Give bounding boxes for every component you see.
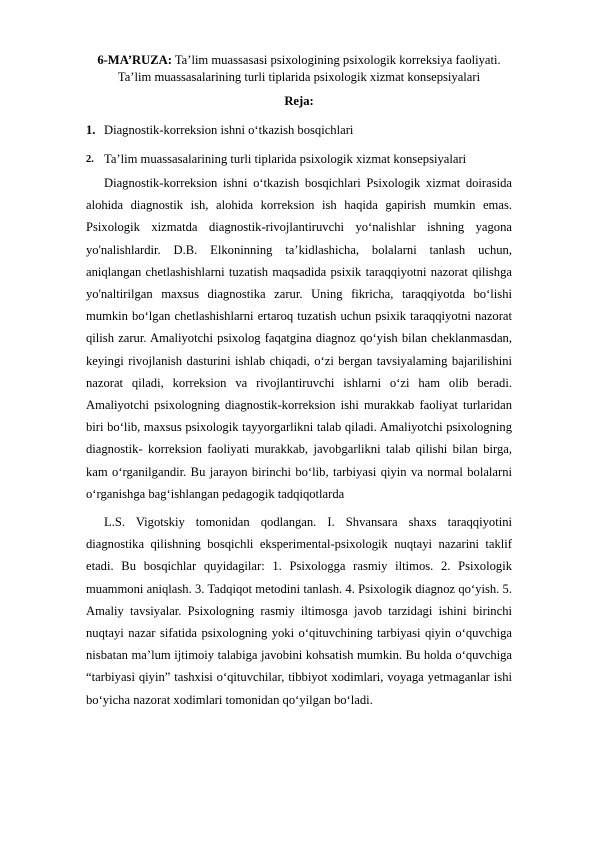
lecture-title [86, 52, 512, 86]
plan-item-number: 1. [86, 123, 96, 137]
body-paragraph: L.S. Vigotskiy tomonidan qodlangan. I. Shvansara shaxs taraqqiyotini diagnostika qilishning bosqichli eksperimental-psixologik nuqtayi nazarini taklif etadi. Bu bosqichlar quyidagilar: 1. Psixologga rasmiy iltimos. 2. Psixologik muammoni aniqlash. 3. Tadqiqot metodini tanlash. 4. Psixologik diagnoz qo‘yish. 5. Amaliy tavsiyalar. Psixologning rasmiy iltimosga javob tarzidagi ishini birinchi nuqtayi nazar sifatida psixologning yoki o‘qituvchining tarbiyasi qiyin o‘quvchiga nisbatan ma’lum ijtimoiy talabiga javobini kohsatish mumkin. Bu holda o‘quvchiga “tarbiyasi qiyin” tashxisi o‘qituvchilar, tibbiyot xodimlari, voyaga yetmaganlar ishi bo‘yicha nazorat xodimlari tomonidan qo‘yilgan bo‘ladi. [86, 515, 512, 707]
plan-list [86, 122, 512, 168]
plan-item [86, 151, 512, 168]
lecture-title-line1: Ta’lim muassasasi psixologining psixologik korreksiya faoliyati. [171, 53, 501, 67]
body-paragraph: Diagnostik-korreksion ishni o‘tkazish bosqichlari Psixologik xizmat doirasida alohida diagnostik ish, alohida korreksion ish haqida gapirish mumkin emas. Psixologik xizmatda diagnostik-rivojlantiruvchi yo‘nalishlar ishning yagona yo'nalishlardir. D.B. Elkoninning ta’kidlashicha, bolalarni tanlash uchun, aniqlangan chetlashishlarni tuzatish maqsadida psixik taraqqiyotni nazorat qilishga yo'naltirilgan maxsus diagnostika zarur. Uning fikricha, taraqqiyotda bo‘lishi mumkin bo‘lgan chetlashishlarni ertaroq tuzatish uchun psixik taraqqiyotni nazorat qilish zarur. Amaliyotchi psixolog faqatgina diagnoz qo‘yish bilan cheklanmasdan, keyingi rivojlanish dasturini ishlab chiqadi, o‘zi bergan tavsiyalaming bajarilishini nazorat qiladi, korreksion va rivojlantiruvchi ishlarni o‘zi ham olib beradi. Amaliyotchi psixologning diagnostik-korreksion ishi murakkab faoliyat turlaridan biri bo‘lib, maxsus psixologik tayyorgarlikni talab qiladi. Amaliyotchi psixologning diagnostik- korreksion faoliyati murakkab, javobgarlikni talab qilishi bilan birga, kam o‘rganilgandir. Bu jarayon birinchi bo‘lib, tarbiyasi qiyin va normal bolalarni o‘rganishga bag‘ishlangan pedagogik tadqiqotlarda [86, 176, 512, 501]
lecture-title-line2: Ta’lim muassasalarining turli tiplarida psixologik xizmat konsepsiyalari [117, 70, 481, 84]
plan-item [86, 122, 512, 139]
plan-item-text: Diagnostik-korreksion ishni o‘tkazish bosqichlari [104, 123, 354, 137]
plan-heading: Reja: [284, 94, 314, 108]
plan-item-text: Ta’lim muassasalarining turli tiplarida psixologik xizmat konsepsiyalari [104, 152, 467, 166]
plan-item-number: 2. [86, 154, 94, 165]
lecture-number: 6-MA’RUZA: [97, 53, 172, 67]
